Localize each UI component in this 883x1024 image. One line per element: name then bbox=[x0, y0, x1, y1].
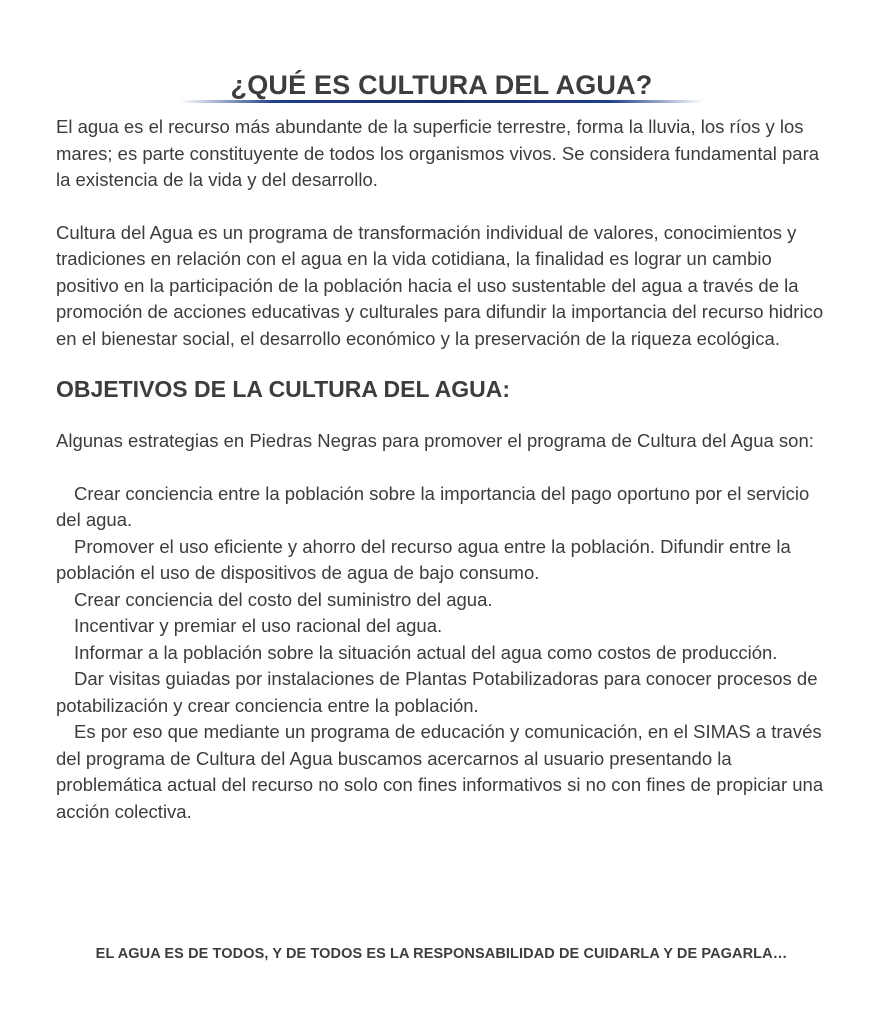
closing-slogan: EL AGUA ES DE TODOS, Y DE TODOS ES LA RESPONSABILIDAD DE CUIDARLA Y DE PAGARLA… bbox=[95, 946, 788, 962]
list-item: Informar a la población sobre la situación actual del agua como costos de producción. bbox=[74, 641, 778, 663]
objectives-intro: Algunas estrategias en Piedras Negras para promover el programa de Cultura del Agua son: bbox=[56, 430, 814, 451]
main-content bbox=[56, 114, 836, 825]
list-item: Incentivar y premiar el uso racional del agua. bbox=[74, 615, 443, 636]
paragraph-intro: El agua es el recurso más abundante de la superficie terrestre, forma la lluvia, los ríos y los mares; es parte constituyente de todos los organismos vivos. Se considera fundamental para la existencia de la vida y del desarrollo. bbox=[56, 116, 820, 190]
list-item: Crear conciencia del costo del suministro del agua. bbox=[74, 588, 493, 610]
page-title: ¿QUÉ ES CULTURA DEL AGUA? bbox=[230, 70, 653, 101]
list-item: Dar visitas guiadas por instalaciones de Plantas Potabilizadoras para conocer procesos de potabilización y crear conciencia entre la población. bbox=[56, 668, 818, 716]
list-item: Promover el uso eficiente y ahorro del recurso agua entre la población. Difundir entre la población el uso de dispositivos de agua de bajo consumo. bbox=[56, 535, 791, 583]
list-item: Crear conciencia entre la población sobre la importancia del pago oportuno por el servicio del agua. bbox=[56, 482, 810, 530]
title-divider bbox=[180, 100, 704, 103]
paragraph-program: Cultura del Agua es un programa de transformación individual de valores, conocimientos y tradiciones en relación con el agua en la vida cotidiana, la finalidad es lograr un cambio positivo en la participación de la población hacia el uso sustentable del agua a través de la promoción de acciones educativas y culturales para difundir la importancia del recurso hidrico en el bienestar social, el desarrollo económico y la preservación de la riqueza ecológica. bbox=[56, 221, 824, 349]
objectives-heading: OBJETIVOS DE LA CULTURA DEL AGUA: bbox=[56, 376, 511, 402]
objectives-list bbox=[56, 481, 836, 826]
list-item: Es por eso que mediante un programa de educación y comunicación, en el SIMAS a través del programa de Cultura del Agua buscamos acercarnos al usuario presentando la problemática actual del recurso no solo con fines informativos si no con fines de propiciar una acción colectiva. bbox=[56, 721, 824, 822]
